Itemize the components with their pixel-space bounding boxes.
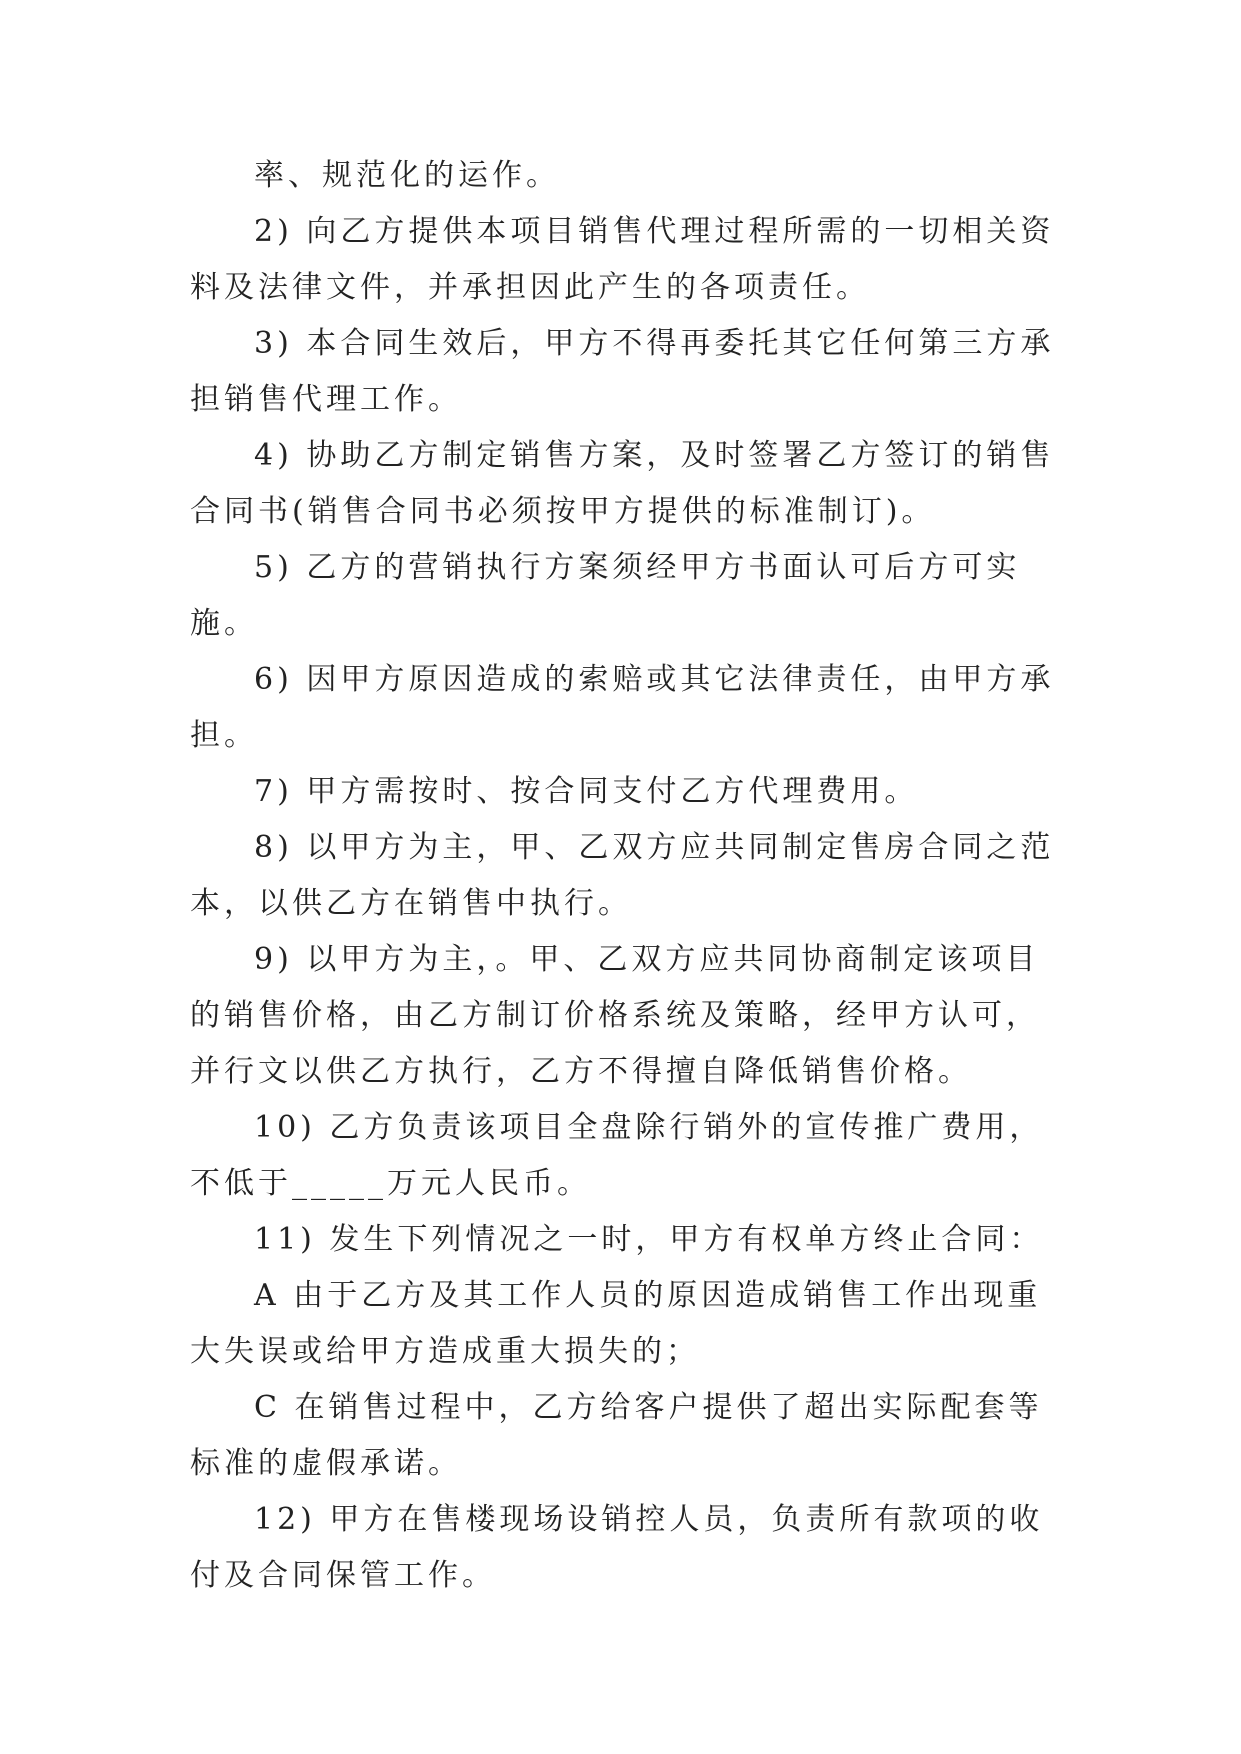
paragraph: C 在销售过程中，乙方给客户提供了超出实际配套等标准的虚假承诺。 [190, 1390, 1043, 1481]
paragraph: 6) 因甲方原因造成的索赔或其它法律责任，由甲方承担。 [190, 662, 1055, 753]
paragraph: 10) 乙方负责该项目全盘除行销外的宣传推广费用，不低于_____万元人民币。 [190, 1110, 1044, 1201]
paragraph: A 由于乙方及其工作人员的原因造成销售工作出现重大失误或给甲方造成重大损失的； [190, 1278, 1042, 1369]
paragraph: 9) 以甲方为主，。甲、乙双方应共同协商制定该项目的销售价格，由乙方制订价格系统及策略，经甲方认可，并行文以供乙方执行，乙方不得擅自降低销售价格。 [190, 942, 1040, 1089]
paragraph: 2) 向乙方提供本项目销售代理过程所需的一切相关资料及法律文件，并承担因此产生的各项责任。 [190, 214, 1055, 305]
paragraph: 7) 甲方需按时、按合同支付乙方代理费用。 [254, 774, 919, 809]
paragraph: 11) 发生下列情况之一时，甲方有权单方终止合同： [254, 1222, 1044, 1257]
paragraph: 3) 本合同生效后，甲方不得再委托其它任何第三方承担销售代理工作。 [190, 326, 1055, 417]
paragraph: 12) 甲方在售楼现场设销控人员，负责所有款项的收付及合同保管工作。 [190, 1502, 1044, 1593]
document-body [190, 148, 1070, 1604]
paragraph: 8) 以甲方为主，甲、乙双方应共同制定售房合同之范本，以供乙方在销售中执行。 [190, 830, 1055, 921]
paragraph: 4) 协助乙方制定销售方案，及时签署乙方签订的销售合同书(销售合同书必须按甲方提供的标准制订)。 [190, 438, 1055, 529]
paragraph: 5) 乙方的营销执行方案须经甲方书面认可后方可实施。 [190, 550, 1021, 641]
paragraph: 率、规范化的运作。 [254, 158, 560, 193]
